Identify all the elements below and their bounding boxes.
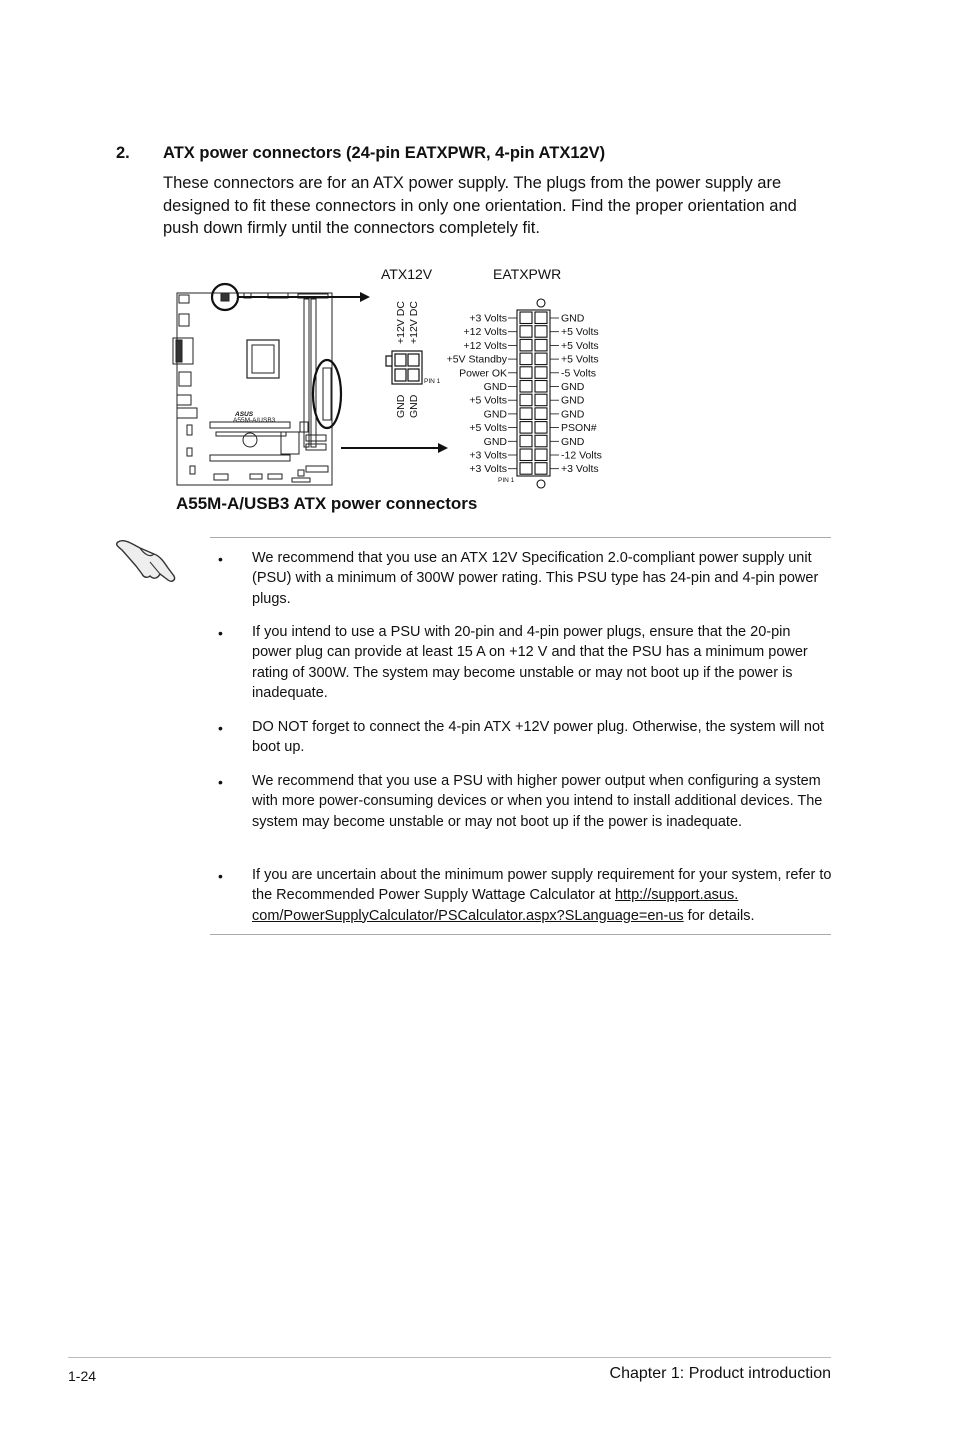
eatxpwr-pin-l-4	[520, 353, 532, 365]
eatxpwr-left-label-12: +3 Volts	[469, 463, 507, 476]
eatxpwr-right-label-2: +5 Volts	[561, 326, 599, 339]
eatxpwr-pin-l-11	[520, 449, 532, 461]
eatxpwr-pin-r-8	[535, 408, 547, 420]
eatxpwr-pin-r-12	[535, 463, 547, 475]
eatxpwr-right-label-3: +5 Volts	[561, 339, 599, 352]
eatxpwr-right-label-11: -12 Volts	[561, 449, 602, 462]
eatxpwr-pin1-label: PIN 1	[498, 477, 515, 484]
bullet-marker-5: •	[218, 868, 223, 884]
bullet-marker-2: •	[218, 625, 223, 641]
eatxpwr-right-label-1: GND	[561, 312, 585, 325]
eatxpwr-pin-l-10	[520, 435, 532, 447]
eatxpwr-right-labels	[550, 313, 602, 476]
atx12v-bottom-label-1: GND	[395, 394, 407, 418]
bullet-marker-1: •	[218, 551, 223, 567]
arrow-eatxpwr	[341, 443, 448, 453]
eatxpwr-pin-r-10	[535, 435, 547, 447]
motherboard-diagram	[173, 293, 332, 485]
note-item-5-tail: for details.	[683, 907, 755, 924]
psu-calculator-link-line2: com/PowerSupplyCalculator/PSCalculator.aspx?SLanguage=en-us	[252, 907, 684, 924]
eatxpwr-pin-r-5	[535, 367, 547, 379]
hand-pointer-icon	[114, 536, 180, 584]
notes-top-rule	[210, 537, 831, 538]
eatxpwr-heading: EATXPWR	[493, 266, 562, 282]
eatxpwr-pin-r-6	[535, 381, 547, 393]
eatxpwr-pin-l-3	[520, 339, 532, 351]
board-logo: ASUS	[235, 411, 254, 418]
section-number: 2.	[116, 144, 130, 162]
eatxpwr-right-label-6: GND	[561, 381, 585, 393]
bullet-marker-4: •	[218, 774, 223, 790]
psu-calculator-link-line1: http://support.asus.	[614, 887, 739, 904]
eatxpwr-left-label-3: +12 Volts	[463, 339, 507, 352]
bullet-marker-3: •	[218, 720, 223, 736]
eatxpwr-pin-l-8	[520, 408, 532, 420]
note-item-1: We recommend that you use an ATX 12V Specification 2.0-compliant power supply unit (PSU) with a minimum of 300W power rating. This PSU type has 24-pin and 4-pin power plugs.	[252, 550, 819, 607]
atx12v-top-label-1: +12V DC	[395, 301, 407, 344]
eatxpwr-left-label-9: +5 Volts	[469, 422, 507, 435]
note-item-5-text: If you are uncertain about the minimum power supply requirement for your system, refer to the Recommended Power Supply Wattage Calculator at	[252, 867, 832, 904]
connector-figure	[0, 0, 954, 520]
eatxpwr-right-label-10: GND	[561, 435, 585, 448]
section-intro: These connectors are for an ATX power supply. The plugs from the power supply are designed to fit these connectors in only one orientation. Find the proper orientation and push down firmly until the connectors completely fit.	[163, 174, 797, 237]
note-item-5	[252, 865, 832, 926]
eatxpwr-right-label-4: +5 Volts	[561, 353, 599, 366]
atx12v-bottom-label-2: GND	[408, 394, 420, 418]
figure-caption: A55M-A/USB3 ATX power connectors	[176, 494, 478, 513]
page-number: 1-24	[68, 1368, 97, 1384]
eatxpwr-left-label-10: GND	[483, 435, 507, 448]
note-item-3: DO NOT forget to connect the 4-pin ATX +12V power plug. Otherwise, the system will not boot up.	[252, 719, 825, 756]
eatxpwr-pin-l-1	[520, 312, 532, 324]
eatxpwr-pin-r-9	[535, 422, 547, 434]
board-model: A55M-A/USB3	[233, 417, 276, 424]
atx12v-heading: ATX12V	[381, 266, 433, 282]
eatxpwr-pin-r-7	[535, 394, 547, 406]
eatxpwr-pin-l-12	[520, 463, 532, 475]
eatxpwr-pin-l-7	[520, 394, 532, 406]
eatxpwr-right-label-7: GND	[561, 394, 585, 407]
footer-rule	[68, 1357, 831, 1358]
eatxpwr-left-label-6: GND	[483, 381, 507, 393]
eatxpwr-right-label-5: -5 Volts	[561, 367, 597, 380]
note-item-2: If you intend to use a PSU with 20-pin and 4-pin power plugs, ensure that the 20-pin power plug can provide at least 15 A on +12 V and that the PSU has a minimum power rating of 300W. The system may become unstable or may not boot up if the power is inadequate.	[252, 624, 808, 701]
eatxpwr-connector	[517, 299, 550, 488]
chapter-title: Chapter 1: Product introduction	[609, 1365, 831, 1382]
notes-bottom-rule	[210, 934, 831, 935]
eatxpwr-pin-r-2	[535, 326, 547, 338]
eatxpwr-pin-r-1	[535, 312, 547, 324]
eatxpwr-left-label-5: Power OK	[459, 367, 507, 380]
atx12v-top-label-2: +12V DC	[408, 301, 420, 344]
eatxpwr-left-labels	[447, 313, 517, 476]
eatxpwr-pin-l-6	[520, 381, 532, 393]
eatxpwr-pin-r-4	[535, 353, 547, 365]
section-title: ATX power connectors (24-pin EATXPWR, 4-pin ATX12V)	[163, 144, 606, 162]
eatxpwr-pin-l-5	[520, 367, 532, 379]
eatxpwr-left-label-7: +5 Volts	[469, 394, 507, 407]
eatxpwr-pin-r-3	[535, 339, 547, 351]
eatxpwr-right-label-8: GND	[561, 408, 585, 421]
eatxpwr-right-label-9: PSON#	[561, 422, 597, 435]
note-item-4: We recommend that you use a PSU with higher power output when configuring a system with more power-consuming devices or when you intend to install additional devices. The system may become unstable or may not boot up if the power is inadequate.	[252, 773, 823, 830]
atx12v-connector	[386, 351, 422, 384]
eatxpwr-left-label-11: +3 Volts	[469, 449, 507, 462]
atx12v-pin1-label: PIN 1	[424, 378, 441, 385]
eatxpwr-pin-l-9	[520, 422, 532, 434]
eatxpwr-left-label-1: +3 Volts	[469, 312, 507, 325]
eatxpwr-pin-l-2	[520, 326, 532, 338]
eatxpwr-left-label-4: +5V Standby	[446, 353, 507, 366]
eatxpwr-left-label-2: +12 Volts	[463, 326, 507, 339]
eatxpwr-pin-r-11	[535, 449, 547, 461]
eatxpwr-right-label-12: +3 Volts	[561, 463, 599, 476]
eatxpwr-left-label-8: GND	[483, 408, 507, 421]
